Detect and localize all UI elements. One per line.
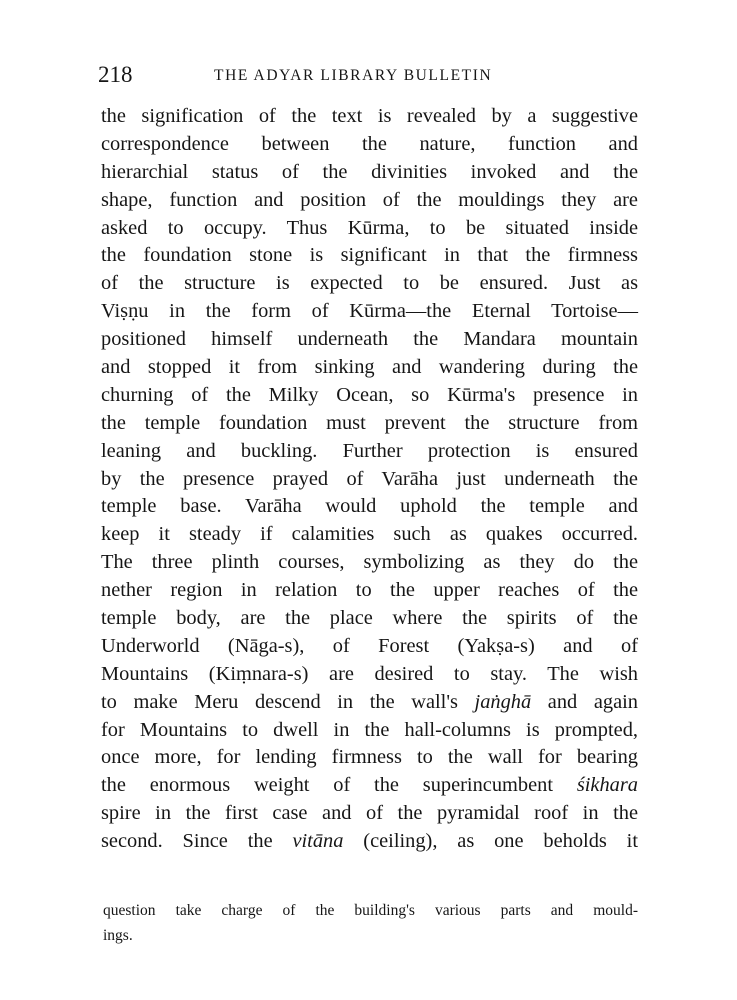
text-line: hierarchial status of the divinities invoked and the xyxy=(101,160,638,183)
text-line: Viṣṇu in the form of Kūrma—the Eternal Tortoise— xyxy=(101,300,638,323)
text-line: temple body, are the place where the spirits of the xyxy=(101,607,638,630)
footnote-line: question take charge of the building's various parts and mould- xyxy=(103,902,638,919)
italic-term: śikhara xyxy=(576,774,638,797)
text-line: and stopped it from sinking and wandering during the xyxy=(101,356,638,379)
text-line xyxy=(101,772,638,800)
text-line: the foundation stone is significant in that the firmness xyxy=(101,244,638,267)
text-line: asked to occupy. Thus Kūrma, to be situated inside xyxy=(101,216,638,239)
text-line: positioned himself underneath the Mandara mountain xyxy=(101,328,638,351)
text-run: to make Meru descend in the wall's xyxy=(101,690,475,713)
text-line: Underworld (Nāga-s), of Forest (Yakṣa-s) and of xyxy=(101,634,638,657)
text-line: the temple foundation must prevent the structure from xyxy=(101,411,638,434)
page-number: 218 xyxy=(98,62,133,87)
text-line: nether region in relation to the upper reaches of the xyxy=(101,579,638,602)
italic-term: vitāna xyxy=(292,830,344,853)
text-line: churning of the Milky Ocean, so Kūrma's presence in xyxy=(101,383,638,406)
text-line: shape, function and position of the mouldings they are xyxy=(101,188,638,211)
text-line xyxy=(101,828,638,856)
text-line: keep it steady if calamities such as quakes occurred. xyxy=(101,523,638,546)
text-line: The three plinth courses, symbolizing as they do the xyxy=(101,551,638,574)
text-line: for Mountains to dwell in the hall-columns is prompted, xyxy=(101,718,638,741)
text-line: temple base. Varāha would uphold the temple and xyxy=(101,495,638,518)
text-line: once more, for lending firmness to the wall for bearing xyxy=(101,746,638,769)
text-line: by the presence prayed of Varāha just underneath the xyxy=(101,467,638,490)
italic-term: jaṅghā xyxy=(474,690,532,713)
running-head: THE ADYAR LIBRARY BULLETIN xyxy=(214,67,493,84)
footnote-line: ings. xyxy=(103,927,133,944)
text-run: the enormous weight of the superincumbent xyxy=(101,774,577,797)
text-run: (ceiling), as one beholds it xyxy=(343,830,639,853)
text-line: Mountains (Kiṃnara-s) are desired to stay. The wish xyxy=(101,662,638,685)
text-run: second. Since the xyxy=(101,830,293,853)
text-line xyxy=(101,689,638,717)
body-paragraph xyxy=(101,103,638,856)
text-line: correspondence between the nature, function and xyxy=(101,132,638,155)
text-line: spire in the first case and of the pyramidal roof in the xyxy=(101,802,638,825)
text-run: and again xyxy=(531,690,638,713)
text-line: the signification of the text is revealed by a suggestive xyxy=(101,105,638,127)
text-line: of the structure is expected to be ensured. Just as xyxy=(101,272,638,295)
footnote xyxy=(103,898,638,948)
text-line: leaning and buckling. Further protection is ensured xyxy=(101,439,638,462)
